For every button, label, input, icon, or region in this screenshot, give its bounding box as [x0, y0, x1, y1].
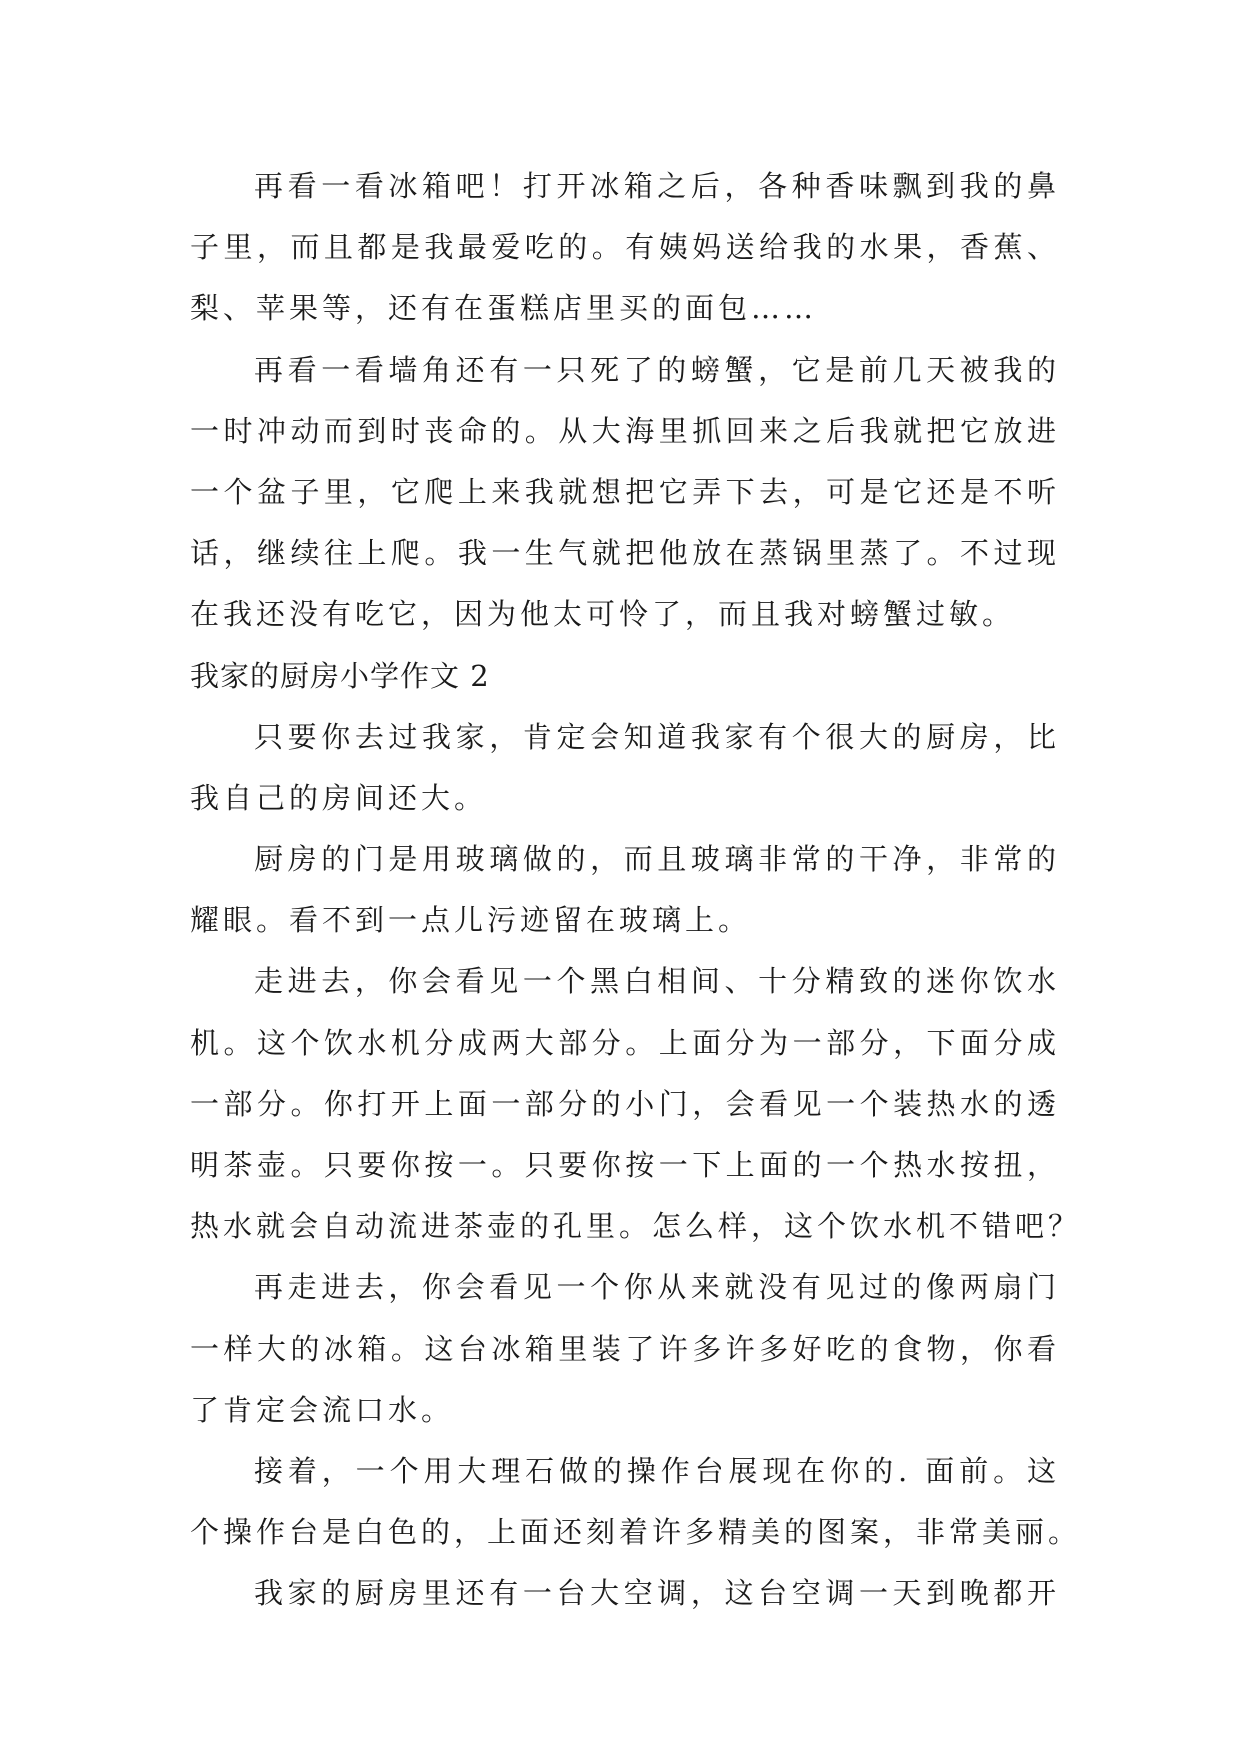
paragraph-line: 一部分。你打开上面一部分的小门，会看见一个装热水的透: [190, 1086, 1060, 1121]
paragraph-line: 接着，一个用大理石做的操作台展现在你的. 面前。这: [254, 1453, 1060, 1488]
section-heading: 我家的厨房小学作文 2: [190, 658, 490, 693]
paragraph-line: 我家的厨房里还有一台大空调，这台空调一天到晚都开: [254, 1576, 1060, 1611]
paragraph-line: 子里，而且都是我最爱吃的。有姨妈送给我的水果，香蕉、: [190, 230, 1060, 265]
paragraph-line: 只要你去过我家，肯定会知道我家有个很大的厨房，比: [254, 719, 1060, 754]
paragraph-line: 个操作台是白色的，上面还刻着许多精美的图案，非常美丽。: [190, 1515, 1082, 1550]
paragraph-line: 话，继续往上爬。我一生气就把他放在蒸锅里蒸了。不过现: [190, 536, 1060, 571]
paragraph-line: 一个盆子里，它爬上来我就想把它弄下去，可是它还是不听: [190, 474, 1060, 509]
paragraph-line: 再看一看墙角还有一只死了的螃蟹，它是前几天被我的: [254, 352, 1060, 387]
paragraph-line: 我自己的房间还大。: [190, 780, 488, 815]
paragraph-line: 一样大的冰箱。这台冰箱里装了许多许多好吃的食物，你看: [190, 1331, 1060, 1366]
paragraph-line: 一时冲动而到时丧命的。从大海里抓回来之后我就把它放进: [190, 413, 1060, 448]
paragraph-line: 耀眼。看不到一点儿污迹留在玻璃上。: [190, 903, 752, 938]
document-body: [190, 156, 1082, 1625]
paragraph-line: 再走进去，你会看见一个你从来就没有见过的像两扇门: [254, 1270, 1060, 1305]
paragraph-line: 在我还没有吃它，因为他太可怜了，而且我对螃蟹过敏。: [190, 597, 1016, 632]
paragraph-line: 明茶壶。只要你按一。只要你按一下上面的一个热水按扭，: [190, 1148, 1060, 1182]
paragraph-line: 了肯定会流口水。: [190, 1392, 455, 1427]
paragraph-line: 梨、苹果等，还有在蛋糕店里买的面包……: [190, 291, 818, 326]
paragraph-line: 热水就会自动流进茶壶的孔里。怎么样，这个饮水机不错吧？: [190, 1209, 1082, 1244]
paragraph-line: 走进去，你会看见一个黑白相间、十分精致的迷你饮水: [254, 964, 1060, 999]
paragraph-line: 再看一看冰箱吧！打开冰箱之后，各种香味飘到我的鼻: [254, 169, 1060, 203]
paragraph-line: 厨房的门是用玻璃做的，而且玻璃非常的干净，非常的: [254, 842, 1060, 877]
paragraph-line: 机。这个饮水机分成两大部分。上面分为一部分，下面分成: [190, 1025, 1060, 1060]
